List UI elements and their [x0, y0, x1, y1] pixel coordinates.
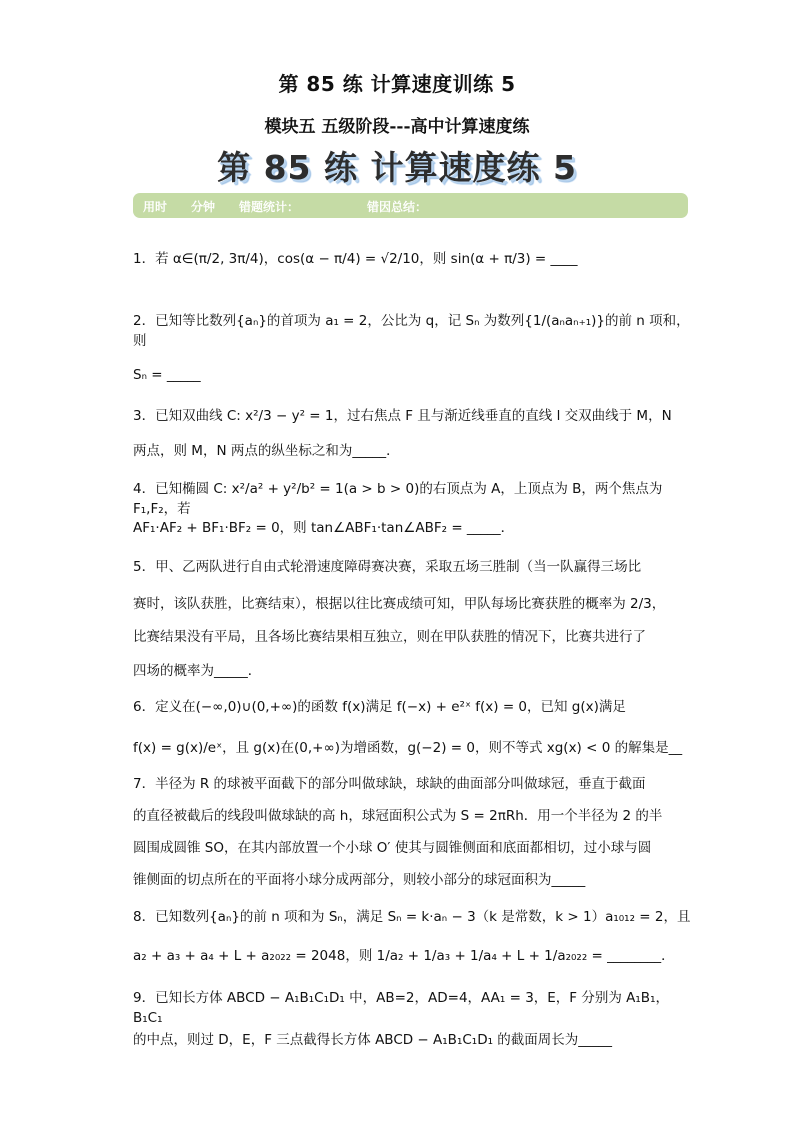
question-5-line-1: 5．甲、乙两队进行自由式轮滑速度障碍赛决赛，采取五场三胜制（当一队赢得三场比 — [133, 559, 642, 575]
question-4-line-2: AF₁·AF₂ + BF₁·BF₂ = 0，则 tan∠ABF₁·tan∠ABF₂ = _____． — [133, 520, 515, 536]
question-6-line-2: f(x) = g(x)/eˣ，且 g(x)在(0,+∞)为增函数，g(−2) = 0，则不等式 xg(x) < 0 的解集是__ — [133, 740, 683, 756]
question-7-line-2: 的直径被截后的线段叫做球缺的高 h，球冠面积公式为 S = 2πRh．用一个半径为 2 的半 — [133, 808, 663, 824]
question-9-line-1: 9．已知长方体 ABCD − A₁B₁C₁D₁ 中，AB=2，AD=4，AA₁ = 3，E，F 分别为 A₁B₁，B₁C₁ — [133, 990, 669, 1026]
info-bar — [133, 193, 688, 218]
question-6-line-1: 6．定义在(−∞,0)∪(0,+∞)的函数 f(x)满足 f(−x) + e²ˣ f(x) = 0，已知 g(x)满足 — [133, 699, 626, 715]
question-9-line-2: 的中点，则过 D，E，F 三点截得长方体 ABCD − A₁B₁C₁D₁ 的截面周长为_____ — [133, 1032, 613, 1048]
question-4-line-1: 4．已知椭圆 C: x²/a² + y²/b² = 1(a > b > 0)的右顶点为 A，上顶点为 B，两个焦点为 F₁,F₂，若 — [133, 481, 663, 517]
question-8-line-2: a₂ + a₃ + a₄ + L + a₂₀₂₂ = 2048，则 1/a₂ + 1/a₃ + 1/a₄ + L + 1/a₂₀₂₂ = ________． — [133, 948, 675, 964]
wrong-stats-label: 错题统计： — [239, 200, 300, 214]
question-3-line-2: 两点，则 M，N 两点的纵坐标之和为_____． — [133, 443, 400, 459]
question-7-line-4: 锥侧面的切点所在的平面将小球分成两部分，则较小部分的球冠面积为_____ — [133, 872, 586, 888]
question-5-line-3: 比赛结果没有平局，且各场比赛结果相互独立，则在甲队获胜的情况下，比赛共进行了 — [133, 629, 646, 645]
question-1: 1．若 α∈(π/2, 3π/4)，cos(α − π/4) = √2/10，则 sin(α + π/3) = ____ — [133, 251, 578, 267]
question-2-line-2: Sₙ = _____ — [133, 367, 201, 383]
big-title: 第 85 练 计算速度练 5 — [217, 148, 577, 187]
time-label: 用时 — [143, 200, 168, 214]
question-5-line-4: 四场的概率为_____． — [133, 663, 262, 679]
question-2-line-1: 2．已知等比数列{aₙ}的首项为 a₁ = 2，公比为 q，记 Sₙ 为数列{1/(aₙaₙ₊₁)}的前 n 项和，则 — [133, 313, 690, 349]
question-7-line-3: 圆围成圆锥 SO，在其内部放置一个小球 O′ 使其与圆锥侧面和底面都相切，过小球与圆 — [133, 840, 652, 856]
reason-label: 错因总结： — [367, 200, 428, 214]
question-3-line-1: 3．已知双曲线 C: x²/3 − y² = 1，过右焦点 F 且与渐近线垂直的直线 l 交双曲线于 M，N — [133, 408, 672, 424]
minutes-label: 分钟 — [191, 200, 216, 214]
question-5-line-2: 赛时，该队获胜，比赛结束），根据以往比赛成绩可知，甲队每场比赛获胜的概率为 2/3， — [133, 596, 666, 612]
question-7-line-1: 7．半径为 R 的球被平面截下的部分叫做球缺，球缺的曲面部分叫做球冠，垂直于截面 — [133, 776, 646, 792]
question-8-line-1: 8．已知数列{aₙ}的前 n 项和为 Sₙ，满足 Sₙ = k·aₙ − 3（k 是常数，k > 1）a₁₀₁₂ = 2，且 — [133, 909, 691, 925]
page-title: 第 85 练 计算速度训练 5 — [278, 72, 516, 96]
module-subtitle: 模块五 五级阶段---高中计算速度练 — [264, 117, 530, 137]
